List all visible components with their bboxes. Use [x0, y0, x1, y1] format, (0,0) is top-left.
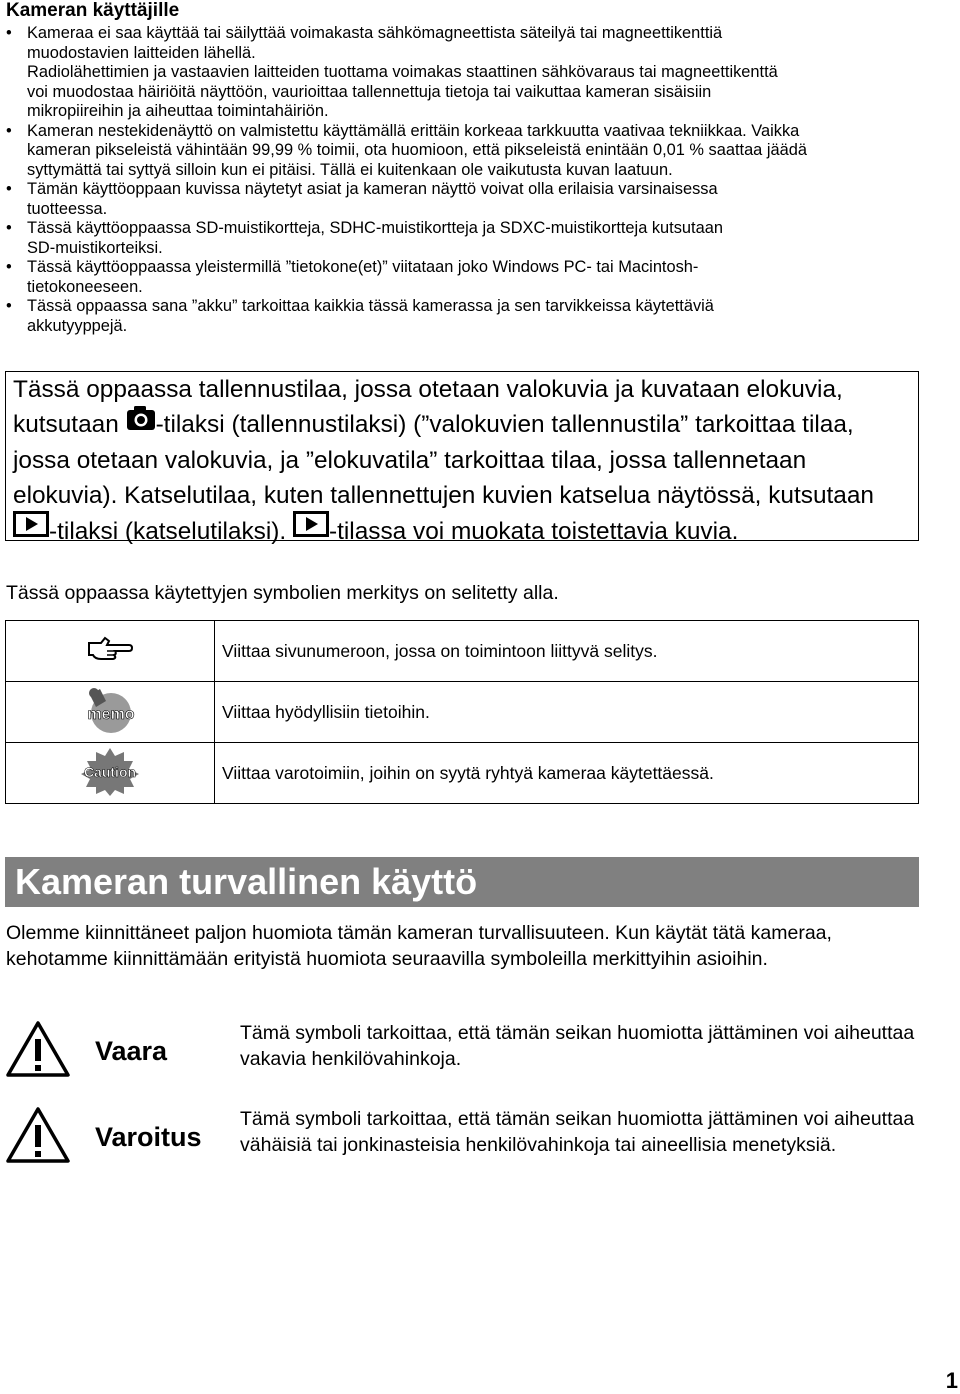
- camera-icon: [126, 405, 156, 441]
- bullet-item: • Kameran nestekidenäyttö on valmistettu käyttämällä erittäin korkeaa tarkkuutta vaativaa tekniikkaa. Vaikka kameran pikseleistä vähintään 99,99 % toimii, ota huomioon, että pikseleistä enintään 0,01 % saattaa jäädä syttymättä tai syttyä silloin kun ei pitäisi. Tällä ei kuitenkaan ole vaikutusta kuvan laatuun.: [6, 121, 807, 179]
- memo-icon-label: memo: [87, 705, 135, 723]
- mode-text-line: elokuvia). Katselutilaa, kuten tallennettujen kuvien katselua näytössä, kutsutaan: [13, 482, 874, 510]
- memo-icon: [80, 685, 140, 735]
- playback-icon: [293, 511, 329, 547]
- playback-icon: [13, 511, 49, 547]
- users-bullet-list: [6, 24, 906, 336]
- danger-row: [5, 1020, 920, 1100]
- warning-description: Tämä symboli tarkoittaa, että tämän seikan huomiotta jättäminen voi aiheuttaa vähäisiä tai jonkinasteisia henkilövahinkoja tai aineellisia menetyksiä.: [240, 1108, 915, 1156]
- mode-text-line: -tilaksi (katselutilaksi). -tilassa voi muokata toistettavia kuvia.: [13, 514, 911, 549]
- bullet-item: • Tämän käyttöoppaan kuvissa näytetyt asiat ja kameran näyttö voivat olla erilaisia varsinaisessa tuotteessa.: [6, 180, 718, 218]
- warning-label: Varoitus: [95, 1122, 202, 1152]
- bullet-item: • Tässä oppaassa sana ”akku” tarkoittaa kaikkia tässä kamerassa ja sen tarvikkeissa käytettäviä akkutyyppejä.: [6, 297, 714, 335]
- users-heading: Kameran käyttäjille: [6, 0, 180, 21]
- table-row: memo Viittaa hyödyllisiin tietoihin.: [6, 682, 919, 743]
- caution-icon: [77, 746, 143, 796]
- bullet-item: • Tässä käyttöoppaassa yleistermillä ”tietokone(et)” viitataan joko Windows PC- tai Macintosh- tietokoneeseen.: [6, 258, 699, 296]
- warning-triangle-icon: [5, 1020, 71, 1078]
- mode-text-line: Tässä oppaassa tallennustilaa, jossa otetaan valokuvia ja kuvataan elokuvia,: [13, 376, 843, 403]
- caution-icon-label: Caution: [83, 763, 137, 780]
- warning-row: [5, 1106, 920, 1186]
- symbols-table: [5, 620, 919, 804]
- mode-text-line: kutsutaan -tilaksi (tallennustilaksi) (”valokuvien tallennustila” tarkoittaa tilaa,: [13, 407, 911, 442]
- safety-intro: Olemme kiinnittäneet paljon huomiota tämän kameran turvallisuuteen. Kun käytät tätä kameraa, kehotamme kiinnittämään erityistä huomiota seuraavilla symboleilla merkittyihin asioihin.: [6, 922, 832, 970]
- table-row: Caution Viittaa varotoimiin, joihin on syytä ryhtyä kameraa käytettäessä.: [6, 743, 919, 804]
- bullet-item: • Tässä käyttöoppaassa SD-muistikortteja, SDHC-muistikortteja ja SDXC-muistikortteja kutsutaan SD-muistikorteiksi.: [6, 219, 723, 257]
- pointing-hand-icon: [87, 650, 133, 667]
- bullet-item: • Kameraa ei saa käyttää tai säilyttää voimakasta sähkömagneettista säteilyä tai magneettikenttiä muodostavien laitteiden lähellä. Radiolähettimien ja vastaavien laitteiden tuottama voimakas staattinen sähkövaraus tai magneettikenttä voi muodostaa häiriöitä näyttöön, vaurioittaa tallennettuja tietoja tai vaikuttaa kameran sisäisiin mikropiireihin ja aiheuttaa toimintahäiriön.: [6, 24, 778, 120]
- symbols-intro: Tässä oppaassa käytettyjen symbolien merkitys on selitetty alla.: [6, 582, 559, 604]
- mode-explanation-box: [5, 371, 919, 545]
- safety-section-title: Kameran turvallinen käyttö: [5, 857, 919, 907]
- warning-triangle-icon: [5, 1106, 71, 1164]
- page-number: 1: [945, 1368, 958, 1393]
- table-row: Viittaa sivunumeroon, jossa on toimintoon liittyvä selitys.: [6, 621, 919, 682]
- danger-description: Tämä symboli tarkoittaa, että tämän seikan huomiotta jättäminen voi aiheuttaa vakavia henkilövahinkoja.: [240, 1022, 915, 1070]
- mode-text-line: jossa otetaan valokuvia, ja ”elokuvatila” tarkoittaa tilaa, jossa tallennetaan: [13, 446, 807, 474]
- danger-label: Vaara: [95, 1036, 168, 1066]
